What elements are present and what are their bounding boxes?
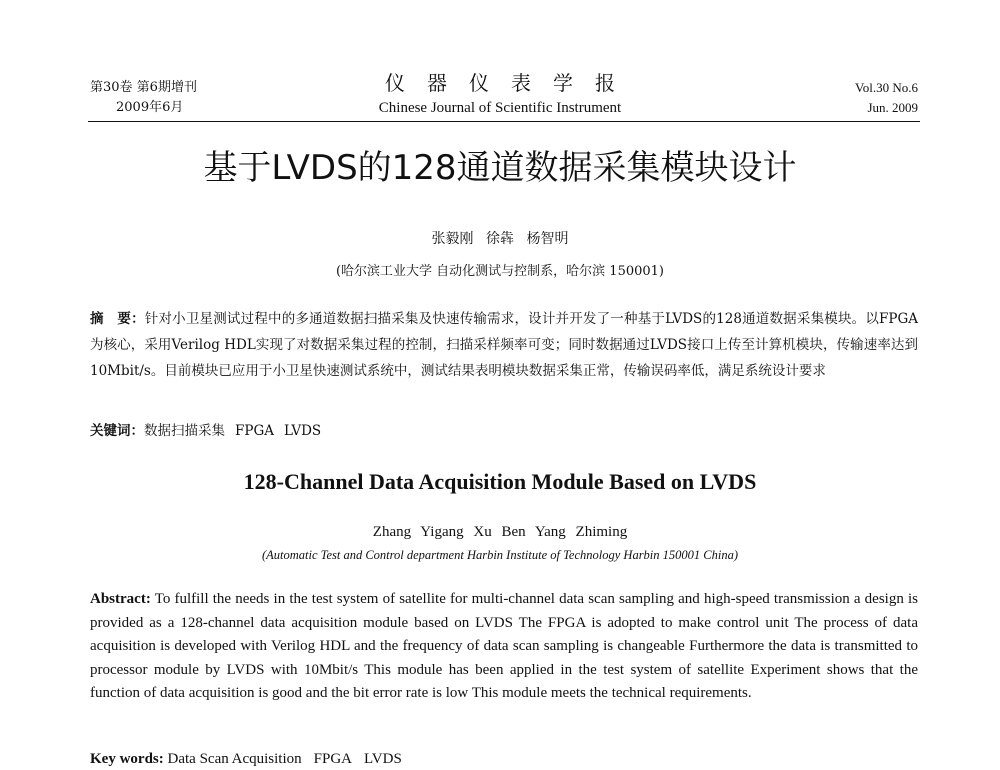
authors-en: Zhang Yigang Xu Ben Yang Zhiming [372,524,628,540]
date-en: Jun. 2009 [867,100,918,115]
keywords-en-label: Key words: [90,751,164,767]
abstract-en-label: Abstract: [90,591,151,607]
keyword-en: LVDS [364,751,402,767]
paper-title-en: 128-Channel Data Acquisition Module Based on LVDS [243,469,757,494]
affiliation-en: (Automatic Test and Control department Harbin Institute of Technology Harbin 150001 China) [261,548,739,562]
running-header-right [855,78,918,118]
paper-title-cn: 基于LVDS的128通道数据采集模块设计 [203,148,797,188]
running-header-center [0,70,1000,118]
abstract-en-text: To fulfill the needs in the test system of satellite for multi-channel data scan sampling and high-speed transmission a design is provided as a 128-channel data acquisition module based on LVDS The FPGA is adopted to make control unit The process of data acquisition is developed with Verilog HDL and the frequency of data scan sampling is changeable Furthermore the data is transmitted to processor module by LVDS with 10Mbit/s This module has been applied in the test system of satellite Experiment shows that the function of data acquisition is good and the bit error rate is low This module meets the technical requirements. [90,591,918,701]
volume-issue-cn: 第30卷 第6期增刊 [90,80,197,95]
keywords-en [90,748,402,770]
abstract-cn [90,306,918,384]
header-rule [88,121,920,122]
keyword-cn: LVDS [283,423,322,439]
journal-name-en: Chinese Journal of Scientific Instrument [378,100,622,116]
authors-cn: 张毅刚 徐犇 杨智明 [431,231,569,247]
abstract-en [90,588,918,706]
keywords-cn-label: 关键词： [90,423,144,439]
keyword-cn: 数据扫描采集 [144,423,225,439]
volume-issue-en: Vol.30 No.6 [855,80,918,95]
affiliation-cn: (哈尔滨工业大学 自动化测试与控制系，哈尔滨 150001) [335,264,665,279]
keyword-en: FPGA [313,751,353,767]
keyword-en: Data Scan Acquisition [167,751,302,767]
date-cn: 2009年6月 [116,100,184,115]
abstract-cn-text: 针对小卫星测试过程中的多通道数据扫描采集及快速传输需求，设计并开发了一种基于LVDS的128通道数据采集模块。以FPGA为核心，采用Verilog HDL实现了对数据采集过程的控制，扫描采样频率可变；同时数据通过LVDS接口上传至计算机模块，传输速率达到10Mbit/s。目前模块已应用于小卫星快速测试系统中，测试结果表明模块数据采集正常，传输误码率低，满足系统设计要求 [90,311,919,379]
keyword-cn: FPGA [235,423,274,439]
journal-name-cn: 仪器仪表学报 [385,71,637,95]
keywords-cn [90,420,321,442]
abstract-cn-label: 摘 要： [90,311,145,327]
